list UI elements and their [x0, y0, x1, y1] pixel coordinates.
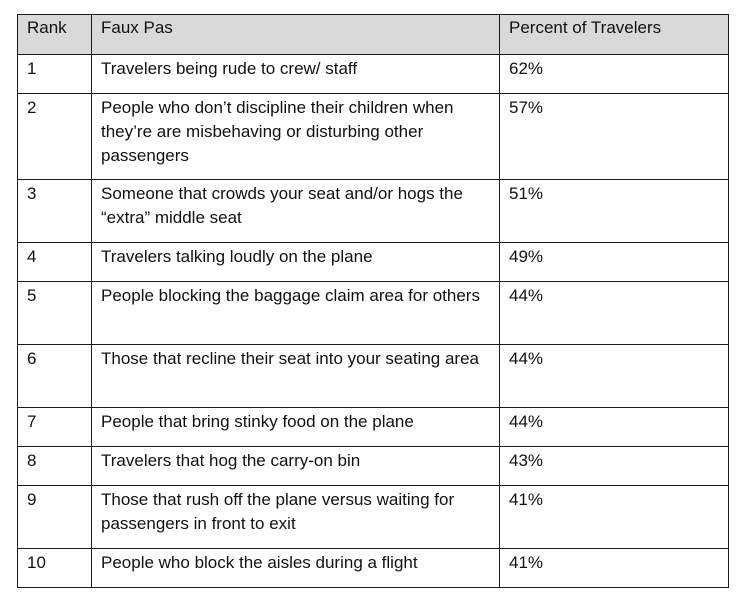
- table-body: [18, 55, 729, 588]
- table-row: [18, 243, 729, 282]
- faux-pas-cell: Those that recline their seat into your seating area: [92, 345, 500, 408]
- faux-pas-table: [17, 14, 729, 588]
- header-row: [18, 15, 729, 55]
- rank-cell: 7: [18, 408, 92, 447]
- rank-cell: 4: [18, 243, 92, 282]
- percent-cell: 41%: [500, 486, 729, 549]
- header-rank: Rank: [18, 15, 92, 55]
- rank-cell: 5: [18, 282, 92, 345]
- table-row: [18, 94, 729, 180]
- faux-pas-cell: People who block the aisles during a flight: [92, 549, 500, 588]
- rank-cell: 6: [18, 345, 92, 408]
- faux-pas-cell: People blocking the baggage claim area for others: [92, 282, 500, 345]
- rank-cell: 2: [18, 94, 92, 180]
- faux-pas-cell: Those that rush off the plane versus waiting for passengers in front to exit: [92, 486, 500, 549]
- percent-cell: 44%: [500, 282, 729, 345]
- faux-pas-cell: Someone that crowds your seat and/or hogs the “extra” middle seat: [92, 180, 500, 243]
- rank-cell: 8: [18, 447, 92, 486]
- percent-cell: 51%: [500, 180, 729, 243]
- table-row: [18, 549, 729, 588]
- percent-cell: 44%: [500, 345, 729, 408]
- faux-pas-cell: People that bring stinky food on the plane: [92, 408, 500, 447]
- percent-cell: 41%: [500, 549, 729, 588]
- table-header: [18, 15, 729, 55]
- faux-pas-cell: People who don’t discipline their children when they’re are misbehaving or disturbing other passengers: [92, 94, 500, 180]
- percent-cell: 62%: [500, 55, 729, 94]
- rank-cell: 1: [18, 55, 92, 94]
- rank-cell: 3: [18, 180, 92, 243]
- table-row: [18, 282, 729, 345]
- rank-cell: 9: [18, 486, 92, 549]
- header-faux-pas: Faux Pas: [92, 15, 500, 55]
- faux-pas-cell: Travelers that hog the carry-on bin: [92, 447, 500, 486]
- table-row: [18, 55, 729, 94]
- percent-cell: 43%: [500, 447, 729, 486]
- faux-pas-cell: Travelers being rude to crew/ staff: [92, 55, 500, 94]
- faux-pas-cell: Travelers talking loudly on the plane: [92, 243, 500, 282]
- percent-cell: 44%: [500, 408, 729, 447]
- table-row: [18, 180, 729, 243]
- header-percent: Percent of Travelers: [500, 15, 729, 55]
- table-row: [18, 447, 729, 486]
- table-row: [18, 486, 729, 549]
- table-row: [18, 345, 729, 408]
- percent-cell: 57%: [500, 94, 729, 180]
- percent-cell: 49%: [500, 243, 729, 282]
- table-row: [18, 408, 729, 447]
- rank-cell: 10: [18, 549, 92, 588]
